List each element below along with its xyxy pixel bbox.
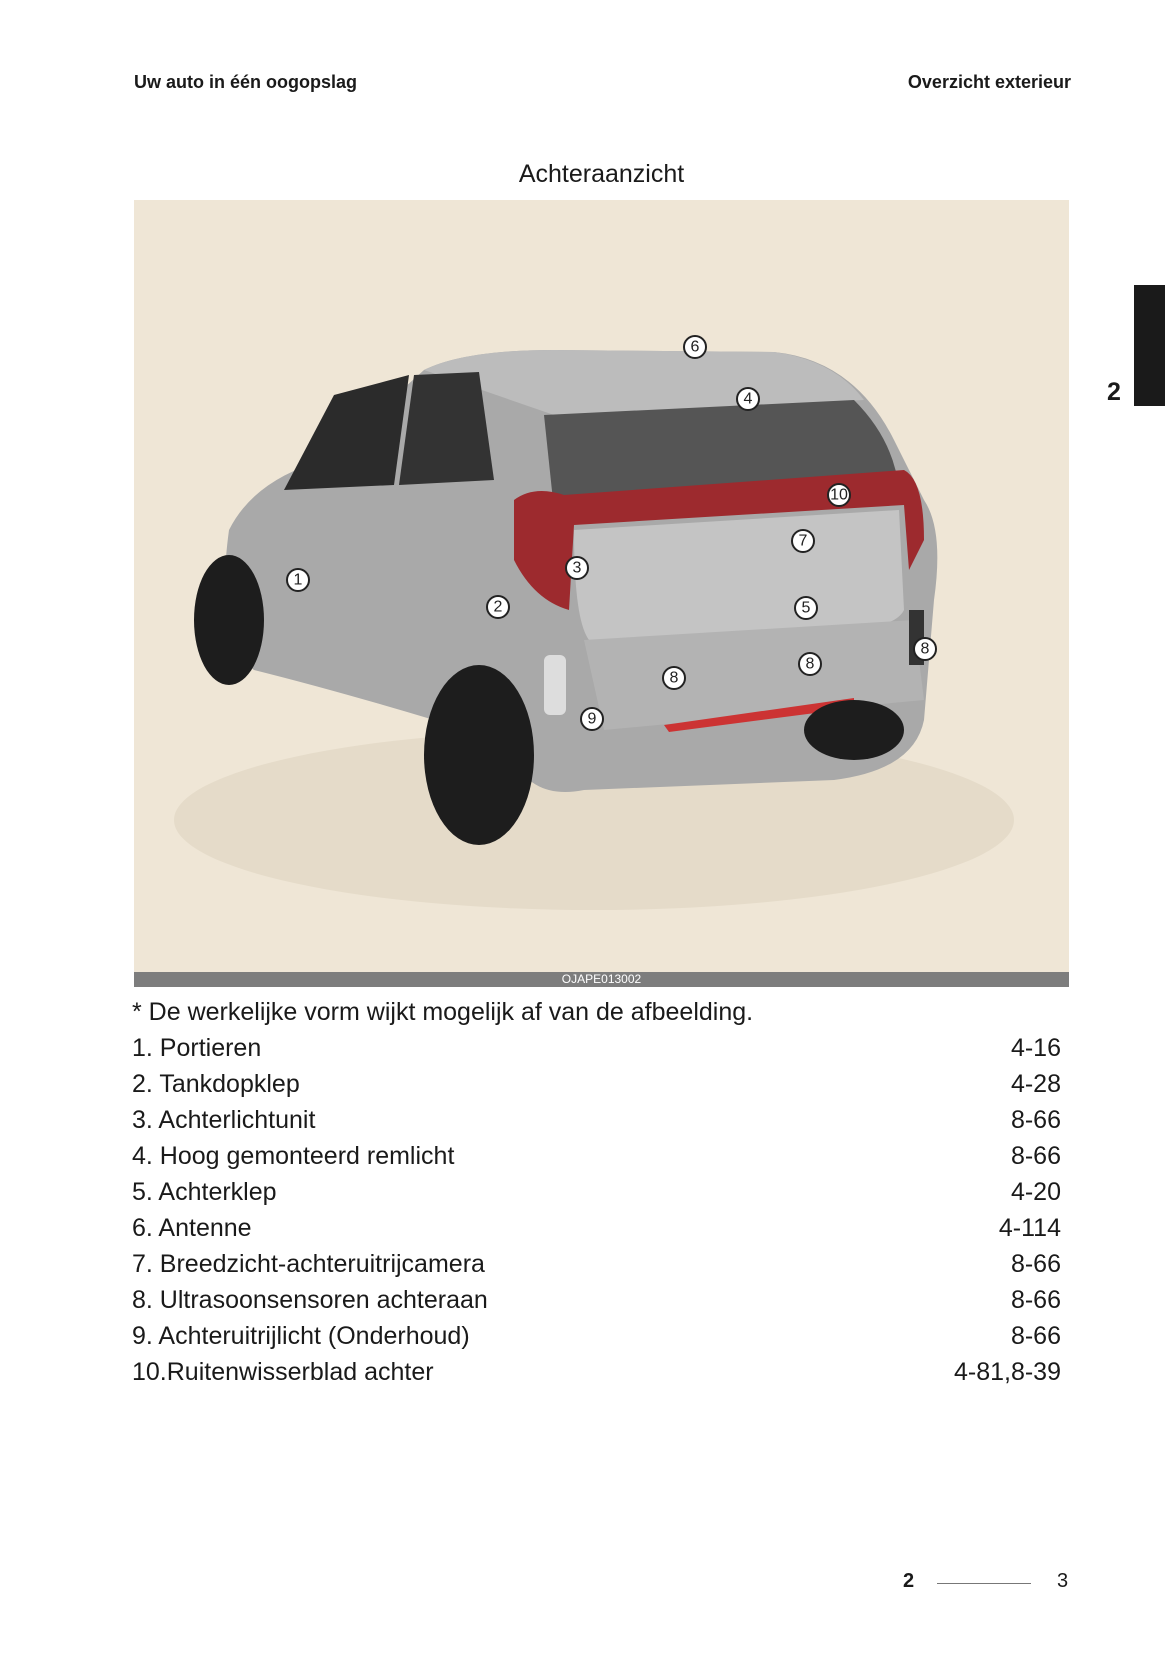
footer-chapter-number: 2 [903,1570,915,1592]
list-item: 7. Breedzicht-achteruitrijcamera 8-66 [132,1250,1061,1278]
callout-8b [799,653,821,675]
callout-2 [487,596,509,618]
callout-8c [914,638,936,660]
list-item: 2. Tankdopklep 4-28 [132,1070,1061,1098]
chapter-thumb-tab [1134,285,1165,406]
figure-code: OJAPE013002 [134,972,1069,987]
svg-text:7: 7 [798,532,808,550]
svg-text:2: 2 [493,598,503,616]
callout-10 [828,484,850,506]
callout-1 [287,569,309,591]
car-rear-view-illustration [134,200,1069,972]
disclaimer-note: * De werkelijke vorm wijkt mogelijk af van de afbeelding. [132,998,754,1026]
page-title: Achteraanzicht [518,160,685,188]
footer-divider [937,1583,1031,1584]
list-item: 4. Hoog gemonteerd remlicht 8-66 [132,1142,1061,1170]
svg-text:8: 8 [669,669,679,687]
list-item: 8. Ultrasoonsensoren achteraan 8-66 [132,1286,1061,1314]
svg-text:10: 10 [830,486,848,504]
callout-6 [684,336,706,358]
callout-7 [792,530,814,552]
running-header-section: Uw auto in één oogopslag [134,72,358,92]
list-item: 3. Achterlichtunit 8-66 [132,1106,1061,1134]
svg-text:9: 9 [587,710,597,728]
svg-text:8: 8 [805,655,815,673]
running-header-topic: Overzicht exterieur [907,72,1071,92]
list-item: 9. Achteruitrijlicht (Onderhoud) 8-66 [132,1322,1061,1350]
svg-text:1: 1 [293,571,303,589]
callout-9 [581,708,603,730]
list-item: 6. Antenne 4-114 [132,1214,1061,1242]
list-item: 10.Ruitenwisserblad achter 4-81,8-39 [132,1358,1061,1386]
callout-3 [566,557,588,579]
svg-text:5: 5 [801,599,811,617]
list-item: 5. Achterklep 4-20 [132,1178,1061,1206]
chapter-tab-number: 2 [1107,378,1121,406]
callout-4 [737,388,759,410]
callout-8a [663,667,685,689]
svg-text:3: 3 [572,559,582,577]
footer-page-number: 3 [1057,1570,1069,1592]
callout-5 [795,597,817,619]
svg-text:4: 4 [743,390,753,408]
svg-text:8: 8 [920,640,930,658]
list-item: 1. Portieren 4-16 [132,1034,1061,1062]
svg-text:6: 6 [690,338,700,356]
